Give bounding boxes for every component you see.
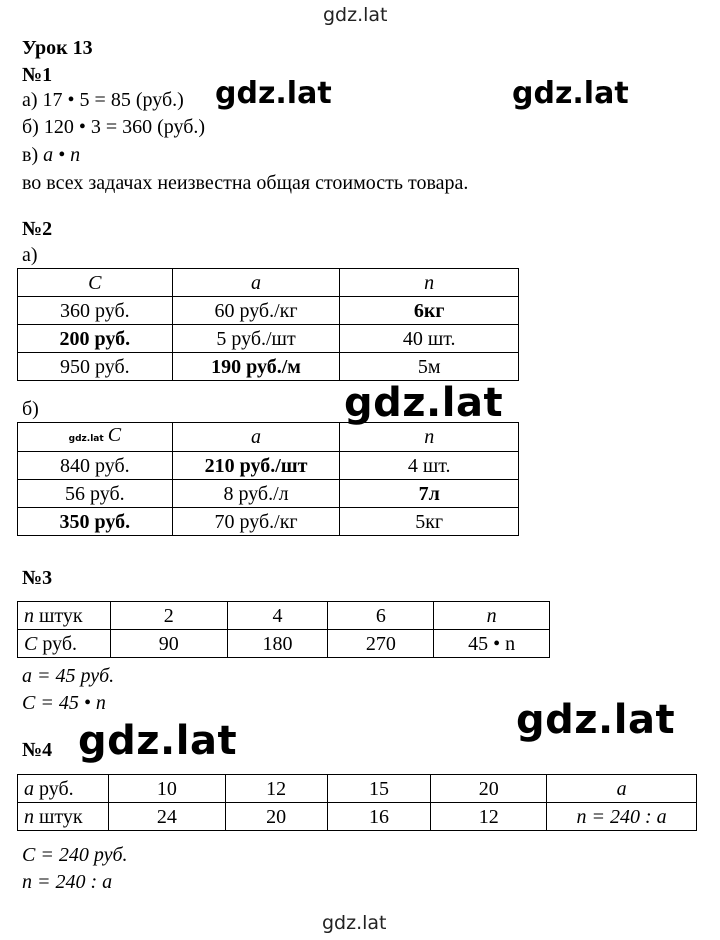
row-label-var: a <box>24 777 34 800</box>
table-cell: 200 руб. <box>18 325 173 353</box>
watermark-bottom: gdz.lat <box>322 912 387 934</box>
table-header-cell: n <box>340 423 519 452</box>
lesson-title: Урок 13 <box>22 37 93 59</box>
watermark-top: gdz.lat <box>323 4 388 26</box>
row-label-text: руб. <box>37 632 77 655</box>
table-row <box>18 803 697 831</box>
table-cell: 8 руб./л <box>172 480 340 508</box>
table-row-label <box>18 630 111 658</box>
table-row-label <box>18 803 109 831</box>
table-cell: 5м <box>340 353 519 381</box>
task3-note1: a = 45 руб. <box>22 665 115 687</box>
table-cell: n = 240 : a <box>547 803 697 831</box>
table-cell: 60 руб./кг <box>172 297 340 325</box>
task4-heading: №4 <box>22 739 53 761</box>
task2-part-a-label: а) <box>22 244 38 266</box>
table-cell: 20 <box>431 775 547 803</box>
watermark-2: gdz.lat <box>512 76 629 111</box>
row-label-var: n <box>24 604 34 627</box>
table-cell: 12 <box>225 775 327 803</box>
table-cell: 6 <box>328 602 434 630</box>
table-cell: 16 <box>327 803 431 831</box>
table-row <box>18 775 697 803</box>
table-header-text: C <box>107 424 122 446</box>
table-cell: a <box>547 775 697 803</box>
row-label-text: руб. <box>34 777 74 800</box>
table-cell: 5кг <box>340 508 519 536</box>
table-header-cell <box>18 423 173 452</box>
table-cell: 24 <box>108 803 225 831</box>
task2-table-b <box>17 422 519 536</box>
row-label-var: C <box>24 632 38 655</box>
table-header-cell: n <box>340 269 519 297</box>
task1-line-c-expr: a • n <box>43 144 81 166</box>
table-cell: 5 руб./шт <box>172 325 340 353</box>
table-row <box>18 269 519 297</box>
table-cell: 180 <box>227 630 328 658</box>
table-row <box>18 423 519 452</box>
task2-part-b-label: б) <box>22 398 39 420</box>
table-row <box>18 602 550 630</box>
table-row-label <box>18 602 111 630</box>
table-cell: 90 <box>110 630 227 658</box>
task1-line-b: б) 120 • 3 = 360 (руб.) <box>22 116 206 138</box>
row-label-var: n <box>24 805 34 828</box>
watermark-tiny: gdz.lat <box>68 434 104 444</box>
task4-note1: C = 240 руб. <box>22 844 128 866</box>
table-cell: 20 <box>225 803 327 831</box>
table-header-cell: C <box>18 269 173 297</box>
table-cell: 40 шт. <box>340 325 519 353</box>
task4-table <box>17 774 697 831</box>
task2-table-a <box>17 268 519 381</box>
watermark-5: gdz.lat <box>78 718 238 764</box>
table-header-cell: a <box>172 269 340 297</box>
table-cell: 210 руб./шт <box>172 452 340 480</box>
table-row <box>18 630 550 658</box>
table-cell: 10 <box>108 775 225 803</box>
table-cell: 12 <box>431 803 547 831</box>
table-row <box>18 297 519 325</box>
table-row <box>18 480 519 508</box>
task1-heading: №1 <box>22 64 53 86</box>
table-row <box>18 452 519 480</box>
table-cell: 7л <box>340 480 519 508</box>
table-cell: 840 руб. <box>18 452 173 480</box>
table-cell: 270 <box>328 630 434 658</box>
table-cell: 56 руб. <box>18 480 173 508</box>
table-cell: 45 • n <box>434 630 550 658</box>
task1-line-c-prefix: в) <box>22 144 44 166</box>
table-cell: 350 руб. <box>18 508 173 536</box>
row-label-text: штук <box>34 604 83 627</box>
table-row <box>18 325 519 353</box>
task3-table <box>17 601 550 658</box>
table-cell: 360 руб. <box>18 297 173 325</box>
task1-line-a: а) 17 • 5 = 85 (руб.) <box>22 89 184 111</box>
table-row-label <box>18 775 109 803</box>
task3-note2: C = 45 • n <box>22 692 106 714</box>
task1-line-c <box>22 143 80 167</box>
table-cell: 4 <box>227 602 328 630</box>
watermark-3: gdz.lat <box>344 380 504 426</box>
task2-heading: №2 <box>22 218 53 240</box>
table-cell: 2 <box>110 602 227 630</box>
row-label-text: штук <box>34 805 83 828</box>
table-header-cell: a <box>172 423 340 452</box>
table-row <box>18 353 519 381</box>
table-cell: 15 <box>327 775 431 803</box>
watermark-4: gdz.lat <box>516 697 676 743</box>
table-cell: 70 руб./кг <box>172 508 340 536</box>
task4-note2: n = 240 : a <box>22 871 113 893</box>
table-cell: 950 руб. <box>18 353 173 381</box>
table-cell: 4 шт. <box>340 452 519 480</box>
watermark-1: gdz.lat <box>215 76 332 111</box>
table-row <box>18 508 519 536</box>
table-cell: 190 руб./м <box>172 353 340 381</box>
table-cell: n <box>434 602 550 630</box>
table-cell: 6кг <box>340 297 519 325</box>
task3-heading: №3 <box>22 567 53 589</box>
task1-conclusion: во всех задачах неизвестна общая стоимость товара. <box>22 172 469 194</box>
